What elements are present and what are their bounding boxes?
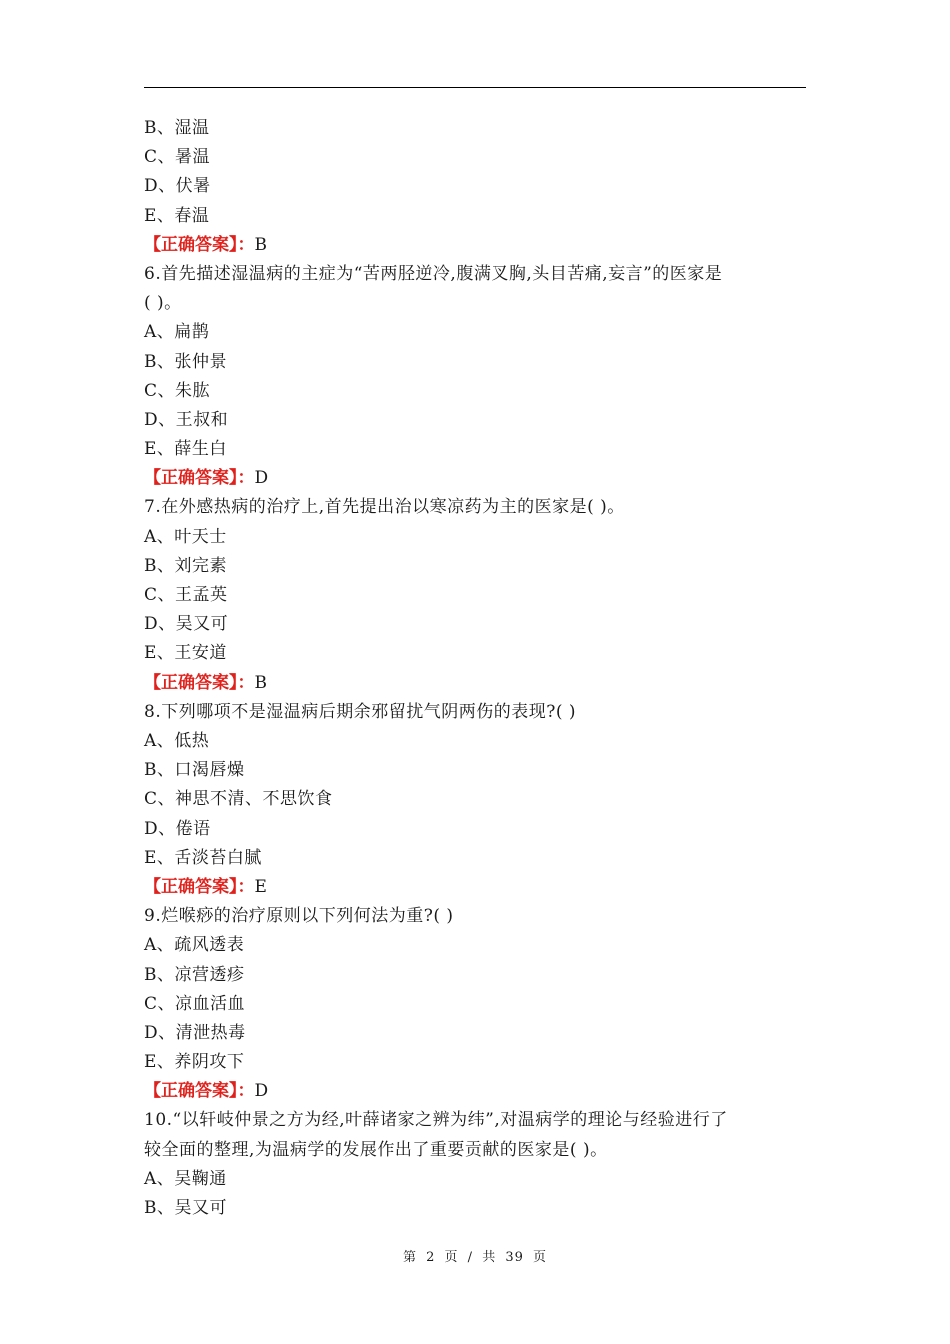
question-line: 8.下列哪项不是湿温病后期余邪留扰气阴两伤的表现?( ) (144, 701, 577, 722)
answer-value: B (254, 672, 267, 693)
option-line: C、朱肱 (144, 380, 211, 401)
question (144, 493, 808, 522)
option-line: C、王孟英 (144, 585, 228, 606)
option-line: D、王叔和 (144, 409, 229, 430)
option-line: B、凉营透疹 (144, 964, 245, 985)
footer-total-suffix: 页 (533, 1250, 548, 1265)
option-line: E、养阴攻下 (144, 1052, 245, 1073)
option-line: A、叶天士 (144, 526, 227, 547)
option-line: E、王安道 (144, 643, 227, 664)
option-line: B、刘完素 (144, 555, 227, 576)
option-line: D、伏暑 (144, 176, 211, 197)
option-line: B、张仲景 (144, 351, 227, 372)
question-line: ( )。 (144, 293, 182, 314)
document-body (144, 114, 808, 1223)
option-line: D、清泄热毒 (144, 1022, 246, 1043)
question-line: 9.烂喉痧的治疗原则以下列何法为重?( ) (144, 906, 454, 927)
option-line: E、春温 (144, 205, 210, 226)
option-line: D、倦语 (144, 818, 211, 839)
footer-total-pages: 39 (505, 1250, 524, 1265)
footer-page-word: 页 (444, 1250, 459, 1265)
option-line: A、低热 (144, 731, 210, 751)
option-line: B、吴又可 (144, 1198, 227, 1219)
answer-value: D (254, 468, 269, 489)
option-line: A、扁鹊 (144, 322, 210, 343)
answer-line (144, 464, 808, 493)
footer-prefix: 第 (402, 1250, 417, 1265)
question-line: 较全面的整理,为温病学的发展作出了重要贡献的医家是( )。 (144, 1139, 608, 1160)
answer-value: B (254, 234, 267, 255)
answer-line (144, 873, 808, 902)
question (144, 902, 808, 931)
footer-current-page: 2 (426, 1250, 436, 1265)
option-line: E、舌淡苔白腻 (144, 847, 262, 868)
option-line: A、疏风透表 (144, 935, 245, 956)
answer-line (144, 231, 808, 260)
option-line: A、吴鞠通 (144, 1168, 227, 1189)
option-line: C、暑温 (144, 147, 211, 168)
footer-total-prefix: 共 (482, 1250, 497, 1265)
answer-label: 【正确答案】： (144, 234, 255, 255)
option-line: C、神思不清、不思饮食 (144, 789, 333, 810)
header-rule (144, 87, 806, 88)
option-line: D、吴又可 (144, 614, 229, 635)
answer-label: 【正确答案】： (144, 468, 255, 489)
question-line: 6.首先描述湿温病的主症为“苦两胫逆冷,腹满叉胸,头目苦痛,妄言”的医家是 (144, 263, 723, 284)
question-line: 7.在外感热病的治疗上,首先提出治以寒凉药为主的医家是( )。 (144, 497, 625, 518)
question-line: 10.“以轩岐仲景之方为经,叶薛诸家之辨为纬”,对温病学的理论与经验进行了 (144, 1110, 728, 1131)
answer-label: 【正确答案】： (144, 876, 255, 897)
option-line: C、凉血活血 (144, 993, 246, 1014)
answer-value: D (254, 1081, 269, 1102)
answer-label: 【正确答案】： (144, 672, 255, 693)
answer-label: 【正确答案】： (144, 1081, 255, 1102)
option-line: E、薛生白 (144, 439, 227, 460)
question (144, 260, 808, 318)
footer-separator: / (467, 1250, 474, 1265)
answer-value: E (254, 876, 267, 897)
answer-line (144, 1077, 808, 1106)
question (144, 698, 808, 727)
option-line: B、口渴唇燥 (144, 760, 245, 781)
question (144, 1106, 808, 1164)
answer-line (144, 669, 808, 698)
option-line: B、湿温 (144, 118, 210, 138)
page-footer (0, 1246, 950, 1265)
